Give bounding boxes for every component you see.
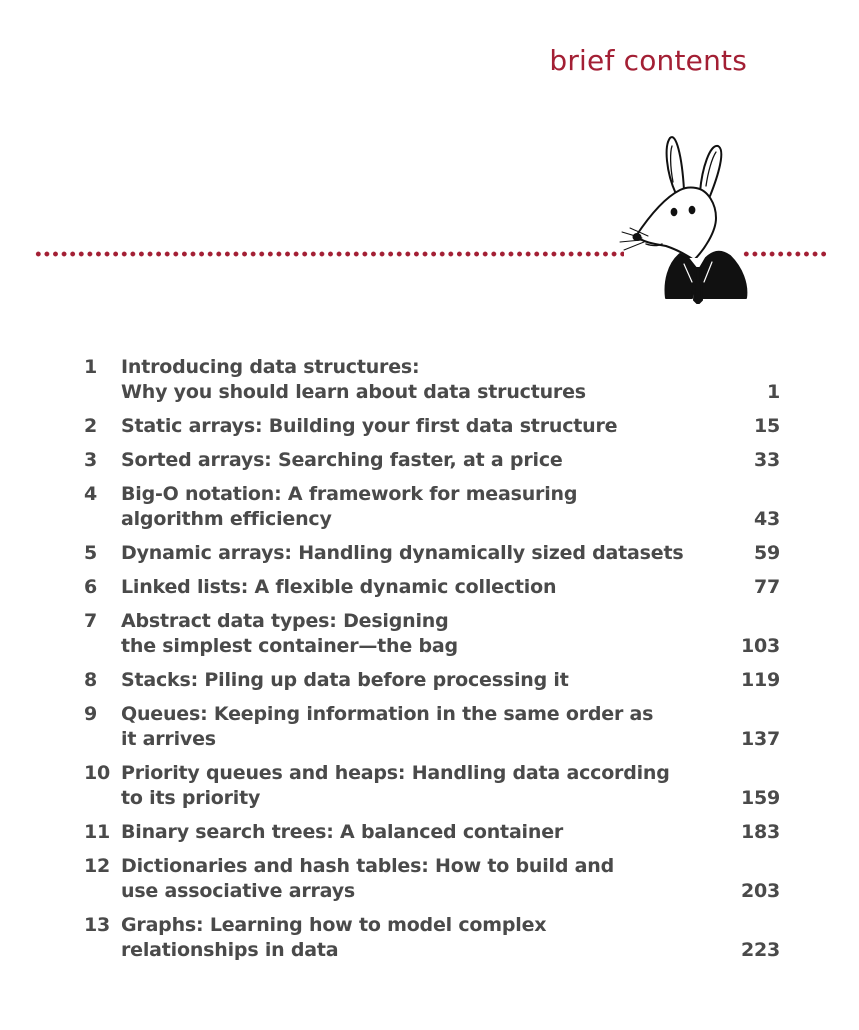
chapter-number: 12: [84, 855, 111, 877]
chapter-number: 6: [84, 576, 98, 598]
chapter-title-line: Sorted arrays: Searching faster, at a price: [121, 449, 563, 471]
page-number: 15: [753, 415, 780, 437]
page-number: 103: [740, 635, 780, 657]
page-number: 223: [740, 939, 780, 961]
chapter-title-line: Graphs: Learning how to model complex: [121, 914, 547, 936]
page-number: 203: [740, 880, 780, 902]
chapter-title-line: algorithm efficiency: [121, 508, 332, 530]
toc-entry-5: [84, 541, 780, 566]
page-number: 59: [753, 542, 780, 564]
chapter-title-line: Queues: Keeping information in the same order as: [121, 703, 654, 725]
page-number: 159: [740, 787, 780, 809]
page-number: 43: [753, 508, 780, 530]
chapter-title-line: to its priority: [121, 787, 261, 809]
toc-entry-10: [84, 761, 780, 811]
chapter-number: 13: [84, 914, 111, 936]
chapter-title-line: Abstract data types: Designing: [121, 610, 449, 632]
rat-in-suit-icon: [618, 132, 758, 304]
chapter-number: 8: [84, 669, 98, 691]
page-number: 183: [740, 821, 780, 843]
chapter-number: 4: [84, 483, 98, 505]
chapter-title-line: Big-O notation: A framework for measuring: [121, 483, 578, 505]
chapter-title-line: Linked lists: A flexible dynamic collection: [121, 576, 557, 598]
chapter-number: 5: [84, 542, 98, 564]
toc-entry-12: [84, 854, 780, 904]
page-number: 1: [766, 381, 780, 403]
page-number: 77: [753, 576, 780, 598]
chapter-title: [121, 820, 710, 845]
chapter-title-line: Dictionaries and hash tables: How to build and: [121, 855, 615, 877]
chapter-title: [121, 482, 710, 532]
chapter-number: 10: [84, 762, 111, 784]
chapter-number: 11: [84, 821, 111, 843]
chapter-title-line: Why you should learn about data structures: [121, 381, 586, 403]
chapter-number: 9: [84, 703, 98, 725]
toc-entry-9: [84, 702, 780, 752]
table-of-contents: [84, 355, 780, 972]
chapter-title-line: Binary search trees: A balanced container: [121, 821, 564, 843]
toc-entry-11: [84, 820, 780, 845]
page-number: 119: [740, 669, 780, 691]
chapter-title-line: Stacks: Piling up data before processing it: [121, 669, 569, 691]
chapter-title: [121, 355, 710, 405]
page-number: 33: [753, 449, 780, 471]
toc-entry-2: [84, 414, 780, 439]
toc-entry-3: [84, 448, 780, 473]
chapter-title-line: Dynamic arrays: Handling dynamically sized datasets: [121, 542, 684, 564]
chapter-title: [121, 414, 710, 439]
chapter-number: 2: [84, 415, 98, 437]
chapter-title-line: it arrives: [121, 728, 216, 750]
dotted-divider-left: [34, 251, 624, 257]
chapter-number: 7: [84, 610, 98, 632]
chapter-title: [121, 668, 710, 693]
chapter-title-line: relationships in data: [121, 939, 339, 961]
chapter-title: [121, 609, 710, 659]
chapter-title-line: Static arrays: Building your first data structure: [121, 415, 618, 437]
chapter-title: [121, 541, 710, 566]
chapter-number: 3: [84, 449, 98, 471]
chapter-title: [121, 761, 710, 811]
page-number: 137: [740, 728, 780, 750]
chapter-title: [121, 448, 710, 473]
chapter-title: [121, 702, 710, 752]
toc-entry-7: [84, 609, 780, 659]
toc-entry-6: [84, 575, 780, 600]
chapter-title: [121, 854, 710, 904]
chapter-title-line: use associative arrays: [121, 880, 355, 902]
toc-entry-4: [84, 482, 780, 532]
toc-entry-8: [84, 668, 780, 693]
toc-entry-13: [84, 913, 780, 963]
chapter-title-line: the simplest container—the bag: [121, 635, 458, 657]
chapter-title: [121, 575, 710, 600]
page-title: brief contents: [549, 44, 747, 77]
chapter-number: 1: [84, 356, 98, 378]
toc-entry-1: [84, 355, 780, 405]
chapter-title: [121, 913, 710, 963]
chapter-title-line: Introducing data structures:: [121, 356, 420, 378]
chapter-title-line: Priority queues and heaps: Handling data according: [121, 762, 670, 784]
